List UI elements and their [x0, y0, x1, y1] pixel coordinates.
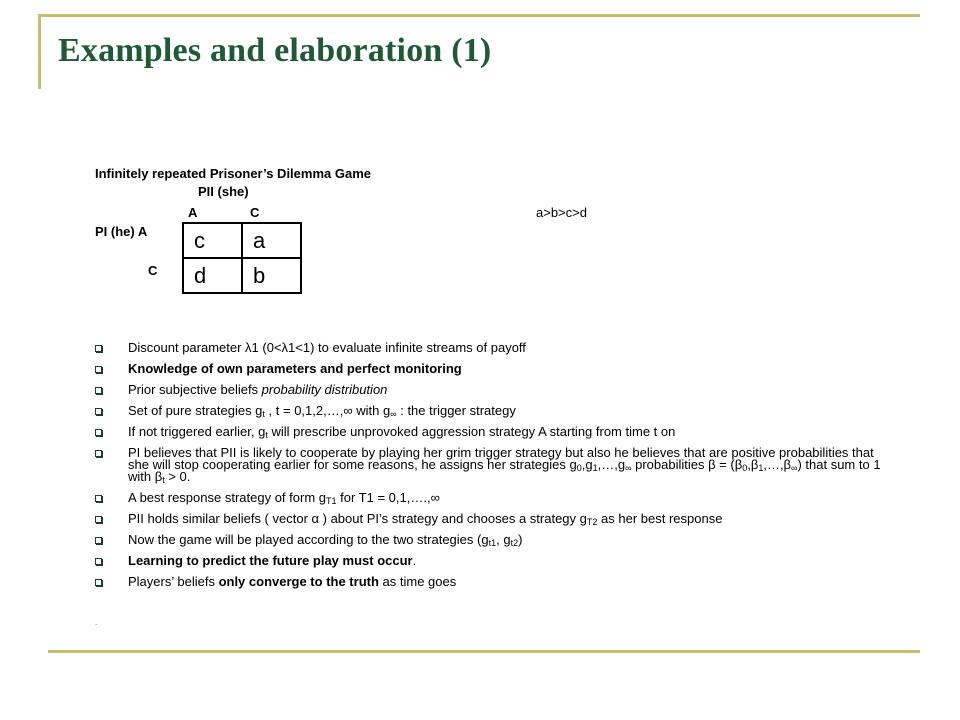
matrix-cell: c: [183, 223, 242, 258]
list-item: Learning to predict the future play must occur.: [95, 555, 885, 567]
list-item: If not triggered earlier, $g_t$ will prescribe unprovoked aggression strategy A starting from time t on: [95, 426, 885, 438]
square-bullet-icon: [95, 387, 102, 394]
list-item: Discount parameter λ1 (0<λ1<1) to evaluate infinite streams of payoff: [95, 342, 885, 354]
square-bullet-icon: [95, 345, 102, 352]
list-item: Prior subjective beliefs probability distribution: [95, 384, 885, 396]
square-bullet-icon: [95, 558, 102, 565]
list-item: Players’ beliefs only converge to the truth as time goes: [95, 576, 885, 588]
square-bullet-icon: [95, 495, 102, 502]
square-bullet-icon: [95, 429, 102, 436]
matrix-cell: d: [183, 258, 242, 293]
column-label-a: A: [188, 205, 198, 220]
square-bullet-icon: [95, 450, 102, 457]
row-label-c: C: [148, 263, 158, 278]
matrix-cell: a: [242, 223, 301, 258]
footer-dot: .: [95, 618, 98, 627]
square-bullet-icon: [95, 537, 102, 544]
payoff-ordering: a>b>c>d: [536, 205, 587, 220]
list-item: PI believes that PII is likely to cooperate by playing her grim trigger strategy but also he believes that are positive probabilities that she will stop cooperating earlier for some reasons, he assigns her strategies $g_0,g_1,\dots,g_\infty$ probabilities $\beta = (\beta_0,\beta_1,\dots,\beta_\infty)$ that sum to 1 with $\beta_t > 0$.: [95, 447, 885, 483]
payoff-matrix: [182, 222, 302, 294]
column-label-c: C: [250, 205, 260, 220]
square-bullet-icon: [95, 579, 102, 586]
bullet-list: [95, 342, 885, 597]
square-bullet-icon: [95, 366, 102, 373]
game-heading: Infinitely repeated Prisoner’s Dilemma Game: [95, 166, 371, 181]
square-bullet-icon: [95, 516, 102, 523]
list-item: A best response strategy of form $g_{T1}$ for T1 = 0,1,….,∞: [95, 492, 885, 504]
matrix-cell: b: [242, 258, 301, 293]
accent-bar-bottom: [48, 650, 920, 653]
list-item: Knowledge of own parameters and perfect monitoring: [95, 363, 885, 375]
list-item: PII holds similar beliefs ( vector α ) about PI’s strategy and chooses a strategy $g_{T2}$ as her best response: [95, 513, 885, 525]
list-item: Now the game will be played according to the two strategies ($g_{t1}$, $g_{t2}$): [95, 534, 885, 546]
list-item: Set of pure strategies $g_t$ , t = 0,1,2,…,∞ with $g_\infty$ : the trigger strategy: [95, 405, 885, 417]
slide-title: Examples and elaboration (1): [58, 32, 492, 69]
player2-label: PII (she): [198, 184, 249, 199]
player1-label: PI (he) A: [95, 224, 148, 239]
accent-bar-vertical: [38, 14, 41, 89]
square-bullet-icon: [95, 408, 102, 415]
accent-bar-top: [38, 14, 920, 17]
